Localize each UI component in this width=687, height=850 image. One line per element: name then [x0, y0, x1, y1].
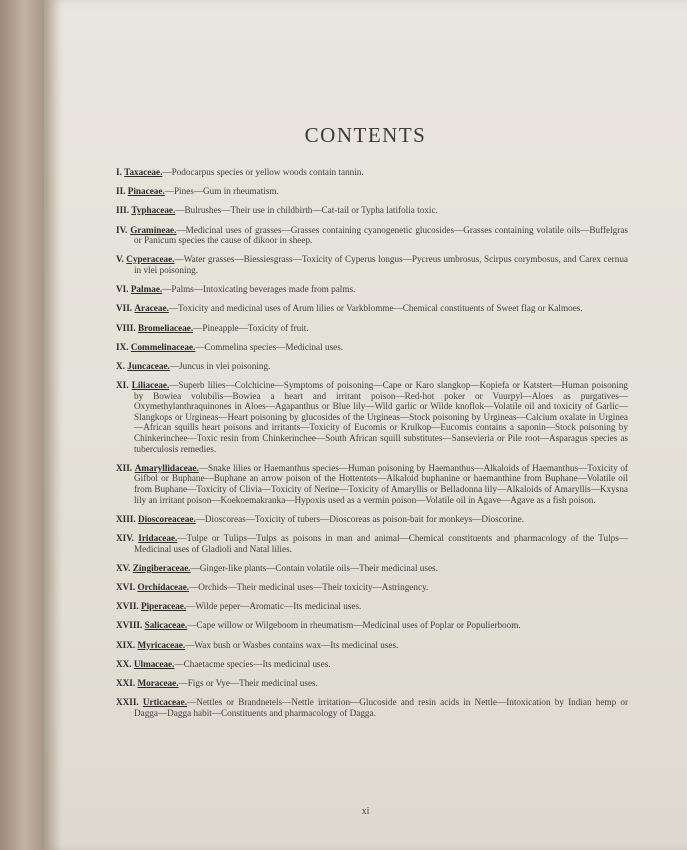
chapter-number: VIII. [116, 322, 136, 333]
contents-entry [116, 678, 628, 689]
contents-entry [116, 323, 628, 334]
contents-entry [116, 254, 628, 275]
family-name: Dioscoreaceae. [137, 513, 196, 524]
family-name: Orchidaceae. [137, 581, 190, 592]
family-name: Piperaceae. [141, 601, 187, 612]
contents-entry [116, 514, 628, 525]
family-name: Typhaceae. [131, 205, 176, 216]
contents-entry [116, 342, 628, 353]
family-name: Gramineae. [130, 224, 177, 235]
contents-entry [116, 225, 628, 246]
contents-entry [116, 620, 628, 631]
family-name: Urticaceae. [142, 697, 188, 708]
contents-entry [116, 463, 628, 505]
chapter-number: I. [116, 167, 122, 177]
chapter-number: XX. [116, 658, 132, 669]
family-name: Palmae. [130, 284, 163, 295]
contents-list [116, 167, 628, 727]
family-name: Iridaceae. [138, 532, 178, 543]
contents-entry [116, 167, 628, 178]
page-number: xi [361, 806, 370, 817]
chapter-number: XV. [116, 562, 131, 573]
chapter-description: —Orchids—Their medicinal uses—Their toxicity—Astringency. [189, 581, 429, 592]
chapter-description: —Nettles or Brandnetels—Nettle irritation—Glucoside and resin acids in Nettle—Intoxication by Indian hemp or Dagga—Dagga habit—Constituents and pharmacology of Dagga. [134, 697, 629, 718]
chapter-description: —Ginger-like plants—Contain volatile oils—Their medicinal uses. [190, 562, 438, 573]
chapter-description: —Palms—Intoxicating beverages made from palms. [162, 284, 356, 295]
chapter-description: —Dioscoreas—Toxicity of tubers—Dioscoreas as poison-bait for monkeys—Dioscorine. [195, 513, 524, 524]
family-name: Cyperaceae. [126, 254, 175, 265]
chapter-description: —Figs or Vye—Their medicinal uses. [178, 677, 318, 688]
chapter-number: II. [116, 186, 126, 197]
contents-entry [116, 380, 628, 454]
chapter-number: XI. [116, 380, 129, 391]
chapter-number: V. [116, 254, 124, 265]
chapter-description: —Wax bush or Wasbes contains wax—Its medicinal uses. [185, 639, 399, 650]
family-name: Liliaceae. [131, 380, 170, 391]
chapter-description: —Chaetacme species—Its medicinal uses. [174, 658, 331, 669]
chapter-number: XII. [116, 462, 133, 473]
chapter-number: VII. [116, 303, 133, 314]
contents-entry [116, 640, 628, 651]
chapter-number: VI. [116, 284, 129, 295]
chapter-number: XXI. [116, 677, 136, 688]
chapter-description: —Tulpe or Tulips—Tulps as poisons in man and animal—Chemical constituents and pharmacology of the Tulps—Medicinal uses of Gladioli and Natal lilies. [134, 532, 628, 554]
contents-entry [116, 563, 628, 574]
family-name: Moraceae. [137, 677, 179, 688]
chapter-number: XIX. [116, 639, 136, 650]
chapter-number: IX. [116, 341, 129, 352]
chapter-number: XXII. [116, 697, 139, 708]
contents-entry [116, 186, 628, 197]
chapter-description: —Snake lilies or Haemanthus species—Human poisoning by Haemanthus—Alkaloids of Haemanthus—Toxicity of Gifbol or Buphane—Buphane an arrow poison of the Hottentots—Alkaloid buphanine or haemanthine from Buphane—Volatile oil from Buphane—Toxicity of Clivia—Toxicity of Nerine—Toxicity of Amaryllis or Belladonna lily—Alkaloids of Amaryllis—Kxysna lily an irritant poison—Koekoemakranka—Hypoxis used as a vermin poison—Volatile oil in Agave—Agave as a fish poison. [134, 462, 628, 505]
family-name: Myricaceae. [137, 639, 186, 650]
contents-entry [116, 303, 628, 314]
book-spine-edge [0, 0, 44, 850]
chapter-description: —Toxicity and medicinal uses of Arum lilies or Varkblomme—Chemical constituents of Sweet flag or Kalmoes. [168, 303, 583, 314]
chapter-number: XVI. [116, 581, 136, 592]
chapter-description: —Pines—Gum in rheumatism. [164, 186, 279, 197]
chapter-description: —Superb lilies—Colchicine—Symptoms of poisoning—Cape or Karo slangkop—Kopiefa or Katstert—Human poisoning by Bowiea volubilis—Bowiea a heart and irritant poison—Red-hot poker or Vuurpyl—Aloes as purgatives—Oxymethylanthraquinones in Aloes—Agapanthus or Blue lily—Wild garlic or Wilde knoflok—Volatile oil and toxicity of Garlic—Slangkops or Urgineas—Heart poisoning by glucosides of the Urgineas—Stock poisoning by Urgineas—Calcium oxalate in Urginea—African squills heart poisons and irritants—Toxicity of Eucomis or Krulkop—Eucomis contains a saponin—Stock poisoning by Chinkerinchee—Toxic resin from Chinkerinchee—South African squill substitutes—Sansevieria or Pile root—Asparagus species as tuberculosis remedies. [134, 380, 629, 454]
chapter-number: XVIII. [116, 620, 143, 631]
contents-entry [116, 601, 628, 612]
family-name: Salicaceae. [144, 620, 188, 631]
chapter-number: XIII. [116, 513, 136, 524]
chapter-number: III. [116, 205, 130, 216]
chapter-description: —Medicinal uses of grasses—Grasses containing cyanogenetic glucosides—Grasses containing volatile oils—Buffelgras or Panicum species the cause of dikoor in sheep. [134, 224, 628, 246]
contents-entry [116, 361, 628, 372]
family-name: Taxaceae. [124, 167, 163, 177]
chapter-description: —Cape willow or Wilgeboom in rheumatism—Medicinal uses of Poplar or Populierboom. [187, 620, 521, 631]
chapter-description: —Podocarpus species or yellow woods contain tannin. [162, 167, 364, 177]
chapter-number: X. [116, 360, 125, 371]
contents-entry [116, 697, 628, 718]
family-name: Ulmaceae. [133, 658, 175, 669]
chapter-description: —Water grasses—Biessiesgrass—Toxicity of Cyperus longus—Pycreus umbrosus, Scirpus corymbosus, and Carex cernua in vlei poisoning. [134, 254, 629, 275]
chapter-description: —Commelina species—Medicinal uses. [195, 341, 344, 352]
chapter-description: —Pineapple—Toxicity of fruit. [193, 322, 309, 333]
chapter-description: —Bulrushes—Their use in childbirth—Cat-tail or Typha latifolia toxic. [175, 205, 438, 216]
chapter-number: IV. [116, 224, 128, 235]
family-name: Zingiberaceae. [132, 562, 191, 573]
page-title: CONTENTS [304, 123, 427, 147]
family-name: Juncaceae. [127, 360, 170, 371]
family-name: Bromeliaceae. [137, 322, 194, 333]
contents-entry [116, 582, 628, 593]
family-name: Pinaceae. [127, 186, 165, 197]
contents-entry [116, 205, 628, 216]
family-name: Commelinaceae. [130, 341, 196, 352]
contents-entry [116, 284, 628, 295]
family-name: Amaryllidaceae. [134, 462, 199, 473]
chapter-description: —Juncus in vlei poisoning. [169, 360, 271, 371]
contents-entry [116, 533, 628, 554]
chapter-description: —Wilde peper—Aromatic—Its medicinal uses. [186, 601, 362, 612]
chapter-number: XIV. [116, 532, 134, 543]
contents-entry [116, 659, 628, 670]
family-name: Araceae. [134, 303, 169, 314]
chapter-number: XVII. [116, 601, 139, 612]
